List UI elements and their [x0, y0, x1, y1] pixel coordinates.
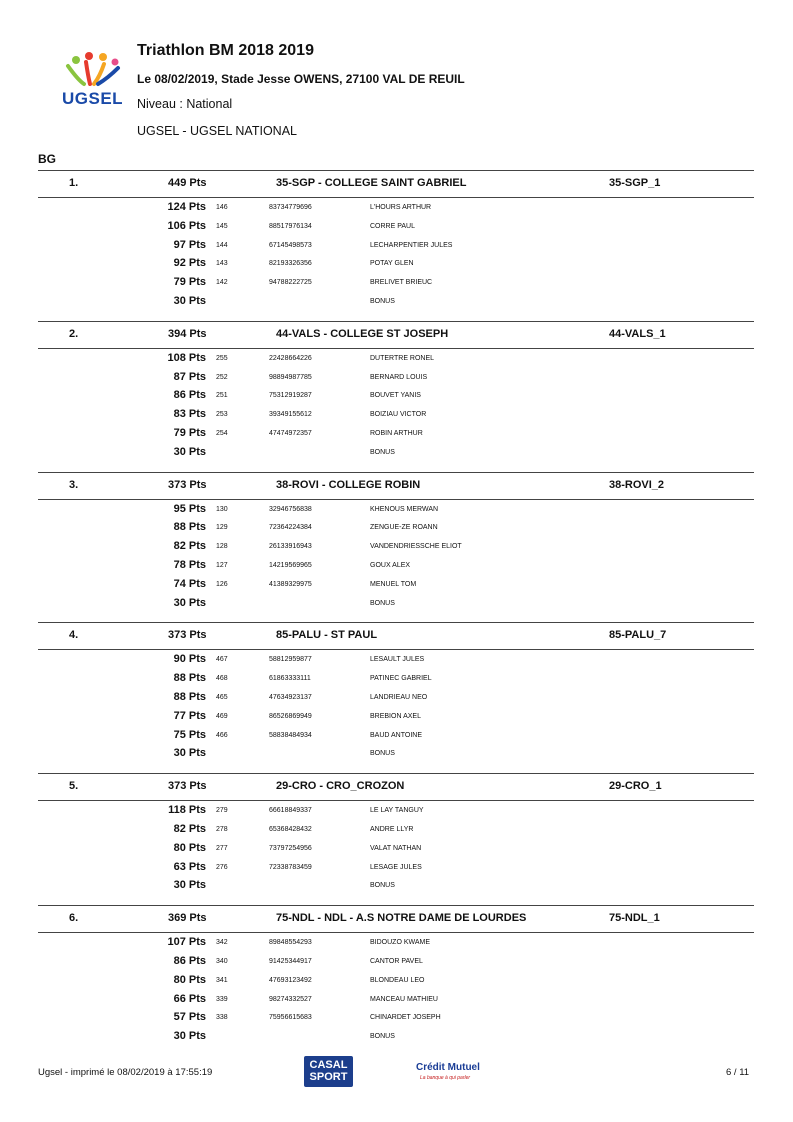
member-name: GOUX ALEX — [370, 561, 411, 569]
page-title: Triathlon BM 2018 2019 — [137, 42, 314, 59]
member-name: MENUEL TOM — [370, 580, 417, 588]
team-header-row — [38, 773, 754, 801]
member-row — [38, 520, 754, 539]
member-name: BONUS — [370, 750, 395, 758]
member-name: LESAGE JULES — [370, 863, 422, 871]
team-points: 394 Pts — [168, 327, 207, 340]
member-bib: 279 — [216, 807, 228, 815]
team-rank: 1. — [69, 177, 79, 189]
member-row — [38, 690, 754, 709]
member-points: 57 Pts — [173, 1011, 206, 1024]
team-rank: 3. — [69, 478, 79, 491]
member-bib: 338 — [216, 1014, 228, 1022]
member-licence: 66618849337 — [269, 807, 312, 815]
print-info: Ugsel - imprimé le 08/02/2019 à 17:55:19 — [38, 1067, 213, 1078]
member-name: BONUS — [370, 1033, 395, 1041]
team-name: 85-PALU - ST PAUL — [276, 629, 378, 642]
member-points: 97 Pts — [173, 238, 206, 251]
member-licence: 98894987785 — [269, 373, 312, 381]
team-name: 75-NDL - NDL - A.S NOTRE DAME DE LOURDES — [276, 912, 527, 925]
member-licence: 75956615683 — [269, 1014, 312, 1022]
member-points: 92 Pts — [173, 257, 206, 270]
results-list — [38, 170, 754, 1056]
member-points: 80 Pts — [173, 841, 206, 854]
member-name: MANCEAU MATHIEU — [370, 995, 438, 1003]
member-name: LANDRIEAU NEO — [370, 693, 428, 701]
member-points: 78 Pts — [173, 558, 206, 571]
member-name: VALAT NATHAN — [370, 844, 422, 852]
member-licence: 47693123492 — [269, 976, 312, 984]
team-code: 75-NDL_1 — [609, 912, 660, 925]
member-licence: 61863333111 — [269, 675, 311, 683]
member-row — [38, 294, 754, 313]
member-row — [38, 200, 754, 219]
member-bib: 469 — [216, 712, 228, 720]
member-licence: 75312919287 — [269, 392, 312, 400]
member-bib: 129 — [216, 524, 228, 532]
team-block — [38, 622, 754, 773]
team-points: 369 Pts — [168, 912, 207, 925]
member-name: LESAULT JULES — [370, 656, 425, 664]
member-row — [38, 256, 754, 275]
member-row — [38, 407, 754, 426]
member-licence: 86526869949 — [269, 712, 312, 720]
member-licence: 47474972357 — [269, 429, 312, 437]
member-row — [38, 1010, 754, 1029]
member-row — [38, 1029, 754, 1048]
team-header-row — [38, 622, 754, 650]
team-code: 35-SGP_1 — [609, 177, 661, 189]
member-row — [38, 860, 754, 879]
team-header-row — [38, 170, 754, 198]
member-name: VANDENDRIESSCHE ELIOT — [370, 543, 462, 551]
member-name: BAUD ANTOINE — [370, 731, 422, 739]
member-licence: 94788222725 — [269, 279, 312, 287]
member-name: LECHARPENTIER JULES — [370, 241, 453, 249]
member-bib: 146 — [216, 204, 228, 211]
team-members — [38, 933, 754, 1056]
team-rank: 4. — [69, 629, 79, 642]
member-row — [38, 238, 754, 257]
member-row — [38, 935, 754, 954]
team-code: 38-ROVI_2 — [609, 478, 665, 491]
member-licence: 65368428432 — [269, 825, 312, 833]
member-licence: 89848554293 — [269, 939, 312, 947]
member-bib: 341 — [216, 976, 228, 984]
team-name: 38-ROVI - COLLEGE ROBIN — [276, 478, 421, 491]
event-date-place: Le 08/02/2019, Stade Jesse OWENS, 27100 VAL DE REUIL — [137, 72, 465, 86]
member-licence: 22428664226 — [269, 354, 312, 362]
member-points: 30 Pts — [173, 1030, 206, 1043]
member-licence: 82193326356 — [269, 260, 312, 268]
event-level: Niveau : National — [137, 97, 233, 111]
member-row — [38, 803, 754, 822]
team-members — [38, 801, 754, 905]
team-points: 373 Pts — [168, 780, 207, 793]
team-code: 44-VALS_1 — [609, 327, 666, 340]
team-points: 373 Pts — [168, 629, 207, 642]
member-points: 30 Pts — [173, 294, 206, 307]
member-bib: 277 — [216, 844, 228, 852]
member-row — [38, 709, 754, 728]
team-block — [38, 773, 754, 905]
member-row — [38, 596, 754, 615]
member-row — [38, 502, 754, 521]
member-points: 87 Pts — [173, 370, 206, 383]
member-points: 83 Pts — [173, 408, 206, 421]
member-points: 124 Pts — [167, 201, 206, 213]
page-footer — [0, 1050, 793, 1100]
member-row — [38, 728, 754, 747]
team-block — [38, 472, 754, 623]
member-bib: 276 — [216, 863, 228, 871]
logo-text: UGSEL — [62, 89, 124, 108]
member-points: 80 Pts — [173, 973, 206, 986]
member-points: 86 Pts — [173, 389, 206, 402]
member-name: PATINEC GABRIEL — [370, 675, 432, 683]
member-points: 77 Pts — [173, 709, 206, 722]
member-name: BOIZIAU VICTOR — [370, 411, 427, 419]
member-row — [38, 671, 754, 690]
member-licence: 58812959877 — [269, 656, 312, 664]
member-bib: 143 — [216, 260, 228, 268]
credit-mutuel-tagline: La banque à qui parler — [420, 1075, 471, 1081]
member-licence: 98274332527 — [269, 995, 312, 1003]
member-points: 30 Pts — [173, 879, 206, 892]
member-bib: 342 — [216, 939, 228, 947]
member-name: BRELIVET BRIEUC — [370, 279, 433, 287]
member-points: 88 Pts — [173, 690, 206, 703]
member-points: 88 Pts — [173, 672, 206, 685]
team-rank: 5. — [69, 780, 79, 793]
team-code: 29-CRO_1 — [609, 780, 662, 793]
member-licence: 41389329975 — [269, 580, 312, 588]
member-points: 107 Pts — [167, 936, 206, 949]
member-bib: 253 — [216, 411, 228, 419]
member-name: CORRE PAUL — [370, 222, 415, 230]
team-header-row — [38, 321, 754, 349]
member-points: 79 Pts — [173, 276, 206, 289]
member-name: BOUVET YANIS — [370, 392, 421, 400]
member-licence: 67145498573 — [269, 241, 312, 249]
member-bib: 466 — [216, 731, 228, 739]
member-row — [38, 539, 754, 558]
page-header — [0, 0, 793, 150]
member-name: DUTERTRE RONEL — [370, 354, 435, 362]
member-name: LE LAY TANGUY — [370, 807, 424, 815]
category-label: BG — [38, 152, 56, 166]
member-row — [38, 746, 754, 765]
member-row — [38, 822, 754, 841]
member-licence: 88517976134 — [269, 222, 312, 230]
member-licence: 26133916943 — [269, 543, 312, 551]
member-points: 74 Pts — [173, 577, 206, 590]
member-row — [38, 219, 754, 238]
member-points: 79 Pts — [173, 426, 206, 439]
member-bib: 468 — [216, 675, 228, 683]
team-members — [38, 500, 754, 623]
member-name: L'HOURS ARTHUR — [370, 204, 432, 211]
member-bib: 465 — [216, 693, 228, 701]
member-bib: 127 — [216, 561, 228, 569]
member-bib: 278 — [216, 825, 228, 833]
member-points: 106 Pts — [167, 219, 206, 232]
member-row — [38, 388, 754, 407]
member-name: BIDOUZO KWAME — [370, 939, 431, 947]
member-name: BLONDEAU LEO — [370, 976, 425, 984]
member-row — [38, 426, 754, 445]
team-points: 373 Pts — [168, 478, 207, 491]
member-bib: 251 — [216, 392, 228, 400]
member-name: BONUS — [370, 882, 395, 890]
team-block — [38, 170, 754, 321]
member-row — [38, 577, 754, 596]
member-bib: 142 — [216, 279, 228, 287]
member-row — [38, 992, 754, 1011]
member-row — [38, 351, 754, 370]
member-name: BONUS — [370, 297, 395, 305]
member-bib: 467 — [216, 656, 228, 664]
member-points: 118 Pts — [168, 804, 206, 817]
member-points: 95 Pts — [173, 502, 206, 515]
member-name: ROBIN ARTHUR — [370, 429, 423, 437]
team-block — [38, 905, 754, 1056]
member-bib: 145 — [216, 222, 228, 230]
member-licence: 58838484934 — [269, 731, 312, 739]
member-points: 30 Pts — [173, 747, 206, 760]
member-bib: 339 — [216, 995, 228, 1003]
member-bib: 130 — [216, 505, 228, 513]
member-bib: 128 — [216, 543, 228, 551]
member-row — [38, 652, 754, 671]
member-points: 66 Pts — [173, 992, 206, 1005]
member-points: 82 Pts — [173, 822, 206, 835]
team-name: 35-SGP - COLLEGE SAINT GABRIEL — [276, 177, 467, 189]
member-name: POTAY GLEN — [370, 260, 414, 268]
member-licence: 39349155612 — [269, 411, 312, 419]
member-licence: 91425344917 — [269, 957, 312, 965]
member-points: 88 Pts — [173, 521, 206, 534]
member-points: 63 Pts — [173, 860, 206, 873]
member-name: ZENGUE-ZE ROANN — [370, 524, 438, 532]
member-points: 90 Pts — [173, 653, 206, 666]
member-points: 30 Pts — [173, 445, 206, 458]
member-points: 108 Pts — [167, 351, 206, 364]
member-bib: 340 — [216, 957, 228, 965]
member-licence: 72364224384 — [269, 524, 312, 532]
member-bib: 144 — [216, 241, 228, 249]
team-members — [38, 198, 754, 321]
member-name: BONUS — [370, 448, 395, 456]
member-row — [38, 841, 754, 860]
member-row — [38, 558, 754, 577]
member-row — [38, 973, 754, 992]
team-header-row — [38, 472, 754, 500]
team-code: 85-PALU_7 — [609, 629, 667, 642]
team-name: 29-CRO - CRO_CROZON — [276, 780, 405, 793]
member-name: BONUS — [370, 599, 395, 607]
team-rank: 2. — [69, 327, 79, 340]
page-number: 6 / 11 — [726, 1067, 750, 1078]
casal-sport-logo: CASAL SPORT — [304, 1056, 353, 1087]
member-name: BREBION AXEL — [370, 712, 421, 720]
member-points: 82 Pts — [173, 540, 206, 553]
team-name: 44-VALS - COLLEGE ST JOSEPH — [276, 327, 449, 340]
member-points: 75 Pts — [173, 728, 206, 741]
member-licence: 14219569965 — [269, 561, 312, 569]
member-points: 86 Pts — [173, 954, 206, 967]
member-name: CHINARDET JOSEPH — [370, 1014, 441, 1022]
member-bib: 252 — [216, 373, 228, 381]
member-licence: 72338783459 — [269, 863, 312, 871]
member-row — [38, 954, 754, 973]
team-block — [38, 321, 754, 472]
team-rank: 6. — [69, 912, 79, 925]
member-row — [38, 445, 754, 464]
team-header-row — [38, 905, 754, 933]
member-licence: 73797254956 — [269, 844, 312, 852]
team-points: 449 Pts — [168, 177, 207, 189]
member-row — [38, 370, 754, 389]
member-name: ANDRE LLYR — [370, 825, 414, 833]
member-row — [38, 878, 754, 897]
team-members — [38, 650, 754, 773]
member-row — [38, 275, 754, 294]
credit-mutuel-logo: Crédit Mutuel — [416, 1062, 480, 1073]
member-name: BERNARD LOUIS — [370, 373, 428, 381]
member-licence: 47634923137 — [269, 693, 312, 701]
event-organisation: UGSEL - UGSEL NATIONAL — [137, 124, 297, 138]
member-bib: 126 — [216, 580, 228, 588]
member-bib: 254 — [216, 429, 228, 437]
member-licence: 83734779696 — [269, 204, 312, 211]
member-points: 30 Pts — [173, 596, 206, 609]
team-members — [38, 349, 754, 472]
member-name: KHENOUS MERWAN — [370, 505, 439, 513]
member-name: CANTOR PAVEL — [370, 957, 423, 965]
member-licence: 32946756838 — [269, 505, 312, 513]
member-bib: 255 — [216, 354, 228, 362]
